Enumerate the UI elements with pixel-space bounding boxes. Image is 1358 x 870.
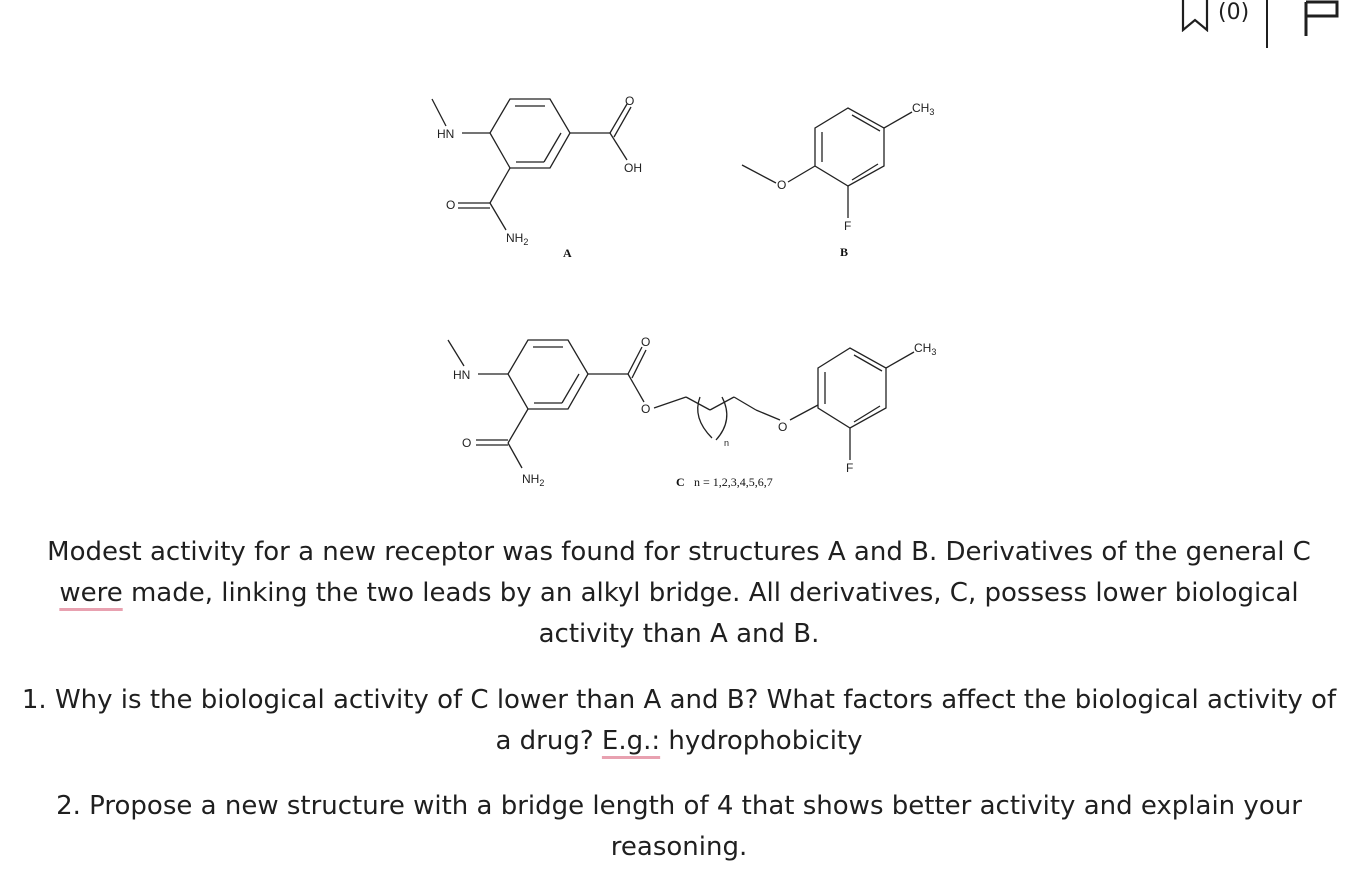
bookmark-count: (0) xyxy=(1218,0,1250,25)
structure-a-label: A xyxy=(563,246,572,260)
structure-a-bonds xyxy=(432,99,631,230)
a-acid-o-label: O xyxy=(625,94,635,108)
b-f-label: F xyxy=(844,219,852,233)
spellcheck-word-eg: E.g.: xyxy=(601,726,661,756)
a-nh2-label: $NH_2$ xyxy=(506,231,529,247)
structure-b-label: B xyxy=(840,245,849,259)
c-amide-o-label: O xyxy=(462,436,472,450)
structure-c-n-values: n = 1,2,3,4,5,6,7 xyxy=(694,475,773,489)
spellcheck-word-were: were xyxy=(59,578,123,608)
question-1 xyxy=(20,680,1338,762)
b-ch3-label: $CH_3$ xyxy=(912,101,935,117)
c-n-subscript-label: n xyxy=(724,438,730,448)
question-1-text-2: hydrophobicity xyxy=(660,726,863,756)
structure-c-label: C xyxy=(676,475,685,489)
intro-text-1: Modest activity for a new receptor was found for structures A and B. Derivatives of the general C xyxy=(47,537,1311,567)
structure-b-bonds xyxy=(742,108,912,218)
intro-text-2: made, linking the two leads by an alkyl bridge. All derivatives, C, possess lower biological activity than A and B. xyxy=(122,578,1299,649)
c-ether-o-label: O xyxy=(778,420,788,434)
c-hn-label: HN xyxy=(453,368,471,382)
c-f-label: F xyxy=(846,461,854,475)
a-amide-o-label: O xyxy=(446,198,456,212)
c-ch3-label: $CH_3$ xyxy=(914,341,937,357)
question-2: 2. Propose a new structure with a bridge length of 4 that shows better activity and explain your reasoning. xyxy=(56,791,1302,862)
structure-b-labels xyxy=(777,101,934,259)
structure-a-labels xyxy=(437,94,642,260)
c-nh2-label: $NH_2$ xyxy=(522,472,545,488)
c-carbonyl-o-label: O xyxy=(641,335,651,349)
intro-paragraph xyxy=(20,532,1338,655)
c-ester-o-label: O xyxy=(641,402,651,416)
question-1-text-1: 1. Why is the biological activity of C lower than A and B? What factors affect the biological activity of a drug? xyxy=(21,685,1337,756)
structure-c-bonds xyxy=(448,340,914,468)
a-hn-label: HN xyxy=(437,127,455,141)
a-oh-label: OH xyxy=(624,161,642,175)
b-ether-o-label: O xyxy=(777,178,787,192)
